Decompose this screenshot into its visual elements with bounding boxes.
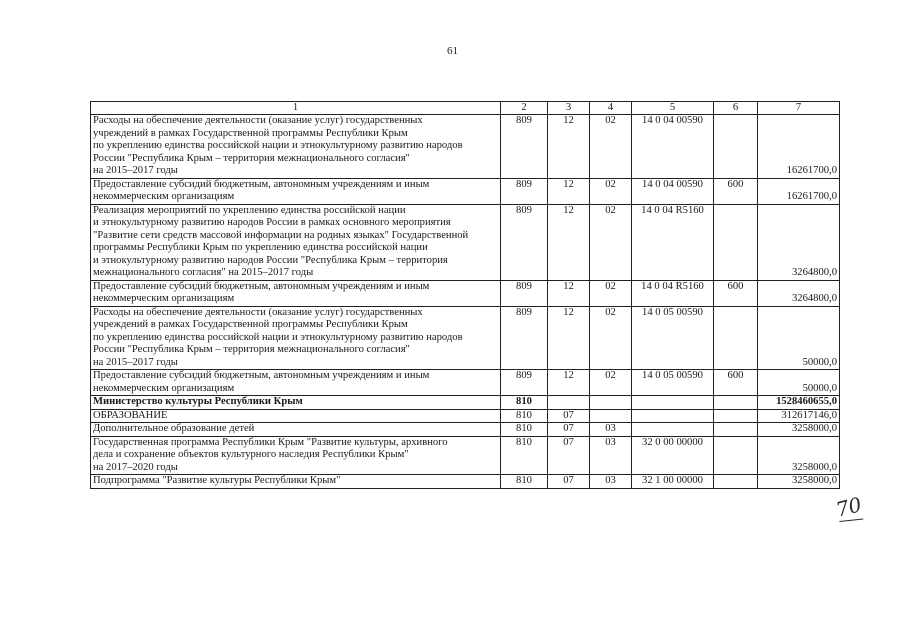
header-cell: 6 — [714, 102, 758, 115]
ministry-code-cell: 809 — [501, 115, 548, 179]
description-line: Реализация мероприятий по укреплению единства российской нации — [93, 204, 406, 216]
table-row — [91, 423, 840, 437]
description-cell — [91, 280, 501, 306]
description-line: на 2015–2017 годы — [93, 165, 178, 176]
subsection-code-cell — [590, 409, 632, 423]
expense-type-cell — [714, 475, 758, 489]
description-line: России "Республика Крым – территория межнационального согласия" — [93, 152, 410, 164]
ministry-code-cell: 809 — [501, 306, 548, 370]
description-line: на 2015–2017 годы — [93, 356, 178, 368]
section-code-cell: 12 — [548, 178, 590, 204]
description-line: России "Республика Крым – территория межнационального согласия" — [93, 344, 410, 355]
amount-cell: 16261700,0 — [758, 115, 840, 179]
description-cell — [91, 178, 501, 204]
expense-type-cell — [714, 115, 758, 179]
description-line: некоммерческим организациям — [93, 191, 235, 202]
header-cell: 3 — [548, 102, 590, 115]
target-article-cell — [632, 409, 714, 423]
description-line: межнационального согласия" на 2015–2017 годы — [93, 267, 314, 278]
section-code-cell: 12 — [548, 280, 590, 306]
header-cell: 7 — [758, 102, 840, 115]
description-line: учреждений в рамках Государственной программы Республики Крым — [93, 319, 408, 330]
ministry-code-cell: 810 — [501, 409, 548, 423]
amount-cell: 3264800,0 — [758, 204, 840, 280]
expense-type-cell: 600 — [714, 178, 758, 204]
ministry-code-cell: 810 — [501, 475, 548, 489]
header-row — [91, 102, 840, 115]
expense-type-cell — [714, 409, 758, 423]
section-code-cell: 12 — [548, 115, 590, 179]
ministry-code-cell: 809 — [501, 204, 548, 280]
section-code-cell: 07 — [548, 409, 590, 423]
description-cell — [91, 115, 501, 179]
description-line: Министерство культуры Республики Крым — [93, 396, 303, 407]
target-article-cell: 32 1 00 00000 — [632, 475, 714, 489]
target-article-cell: 32 0 00 00000 — [632, 436, 714, 475]
target-article-cell: 14 0 04 00590 — [632, 115, 714, 179]
subsection-code-cell: 03 — [590, 475, 632, 489]
section-code-cell: 07 — [548, 436, 590, 475]
expense-type-cell: 600 — [714, 280, 758, 306]
description-line: учреждений в рамках Государственной программы Республики Крым — [93, 127, 408, 139]
handwritten-page-mark — [833, 492, 864, 521]
section-code-cell — [548, 396, 590, 410]
description-line: Дополнительное образование детей — [93, 423, 255, 434]
section-code-cell: 12 — [548, 306, 590, 370]
ministry-code-cell: 809 — [501, 178, 548, 204]
description-line: Подпрограмма "Развитие культуры Республики Крым" — [93, 475, 341, 486]
description-line: некоммерческим организациям — [93, 293, 235, 304]
handwritten-number: 70 — [833, 492, 864, 522]
header-cell: 2 — [501, 102, 548, 115]
budget-table — [90, 101, 840, 489]
expense-type-cell — [714, 306, 758, 370]
description-line: Предоставление субсидий бюджетным, автономным учреждениям и иным — [93, 280, 430, 292]
expense-type-cell — [714, 436, 758, 475]
description-line: дела и сохранение объектов культурного наследия Республики Крым" — [93, 449, 409, 460]
description-line: Предоставление субсидий бюджетным, автономным учреждениям и иным — [93, 370, 430, 381]
target-article-cell: 14 0 04 00590 — [632, 178, 714, 204]
ministry-code-cell: 809 — [501, 280, 548, 306]
section-code-cell: 07 — [548, 423, 590, 437]
ministry-code-cell: 809 — [501, 370, 548, 396]
header-cell: 5 — [632, 102, 714, 115]
amount-cell: 3258000,0 — [758, 423, 840, 437]
target-article-cell — [632, 423, 714, 437]
table-row — [91, 280, 840, 306]
subsection-code-cell: 02 — [590, 370, 632, 396]
target-article-cell: 14 0 05 00590 — [632, 306, 714, 370]
amount-cell: 3264800,0 — [758, 280, 840, 306]
subsection-code-cell: 02 — [590, 204, 632, 280]
description-line: и этнокультурному развитию народов России "Республика Крым – территория — [93, 254, 448, 266]
table-row — [91, 178, 840, 204]
description-cell — [91, 396, 501, 410]
description-cell — [91, 436, 501, 475]
subsection-code-cell: 02 — [590, 178, 632, 204]
target-article-cell — [632, 396, 714, 410]
table-row — [91, 475, 840, 489]
expense-type-cell: 600 — [714, 370, 758, 396]
table-row — [91, 409, 840, 423]
subsection-code-cell — [590, 396, 632, 410]
target-article-cell: 14 0 04 R5160 — [632, 204, 714, 280]
subsection-code-cell: 02 — [590, 280, 632, 306]
description-line: Государственная программа Республики Крым "Развитие культуры, архивного — [93, 436, 448, 448]
target-article-cell: 14 0 05 00590 — [632, 370, 714, 396]
amount-cell: 50000,0 — [758, 370, 840, 396]
description-line: на 2017–2020 годы — [93, 461, 178, 473]
description-line: по укреплению единства российской нации и этнокультурному развитию народов — [93, 331, 463, 343]
table-row — [91, 204, 840, 280]
description-cell — [91, 409, 501, 423]
description-cell — [91, 306, 501, 370]
amount-cell: 3258000,0 — [758, 475, 840, 489]
header-cell: 4 — [590, 102, 632, 115]
table-row — [91, 306, 840, 370]
table-row — [91, 115, 840, 179]
table-row — [91, 370, 840, 396]
amount-cell: 16261700,0 — [758, 178, 840, 204]
description-line: Предоставление субсидий бюджетным, автономным учреждениям и иным — [93, 178, 430, 190]
description-line: "Развитие сети средств массовой информации на родных языках" Государственной — [93, 229, 469, 241]
subsection-code-cell: 02 — [590, 115, 632, 179]
description-cell — [91, 370, 501, 396]
expense-type-cell — [714, 423, 758, 437]
description-cell — [91, 204, 501, 280]
table-row — [91, 396, 840, 410]
ministry-code-cell: 810 — [501, 423, 548, 437]
description-line: программы Республики Крым по укреплению единства российской нации — [93, 242, 428, 253]
amount-cell: 312617146,0 — [758, 409, 840, 423]
amount-cell: 50000,0 — [758, 306, 840, 370]
description-cell — [91, 423, 501, 437]
description-line: ОБРАЗОВАНИЕ — [93, 409, 168, 421]
description-line: некоммерческим организациям — [93, 382, 235, 394]
page-number: 61 — [447, 45, 458, 57]
table-row — [91, 436, 840, 475]
subsection-code-cell: 03 — [590, 436, 632, 475]
description-line: Расходы на обеспечение деятельности (оказание услуг) государственных — [93, 115, 423, 126]
subsection-code-cell: 03 — [590, 423, 632, 437]
section-code-cell: 07 — [548, 475, 590, 489]
description-cell — [91, 475, 501, 489]
ministry-code-cell: 810 — [501, 436, 548, 475]
ministry-code-cell: 810 — [501, 396, 548, 410]
description-line: и этнокультурному развитию народов России в рамках основного мероприятия — [93, 217, 451, 228]
expense-type-cell — [714, 204, 758, 280]
subsection-code-cell: 02 — [590, 306, 632, 370]
target-article-cell: 14 0 04 R5160 — [632, 280, 714, 306]
section-code-cell: 12 — [548, 370, 590, 396]
amount-cell: 3258000,0 — [758, 436, 840, 475]
section-code-cell: 12 — [548, 204, 590, 280]
description-line: по укреплению единства российской нации и этнокультурному развитию народов — [93, 140, 463, 151]
amount-cell: 1528460655,0 — [758, 396, 840, 410]
description-line: Расходы на обеспечение деятельности (оказание услуг) государственных — [93, 306, 423, 318]
expense-type-cell — [714, 396, 758, 410]
header-cell: 1 — [91, 102, 501, 115]
